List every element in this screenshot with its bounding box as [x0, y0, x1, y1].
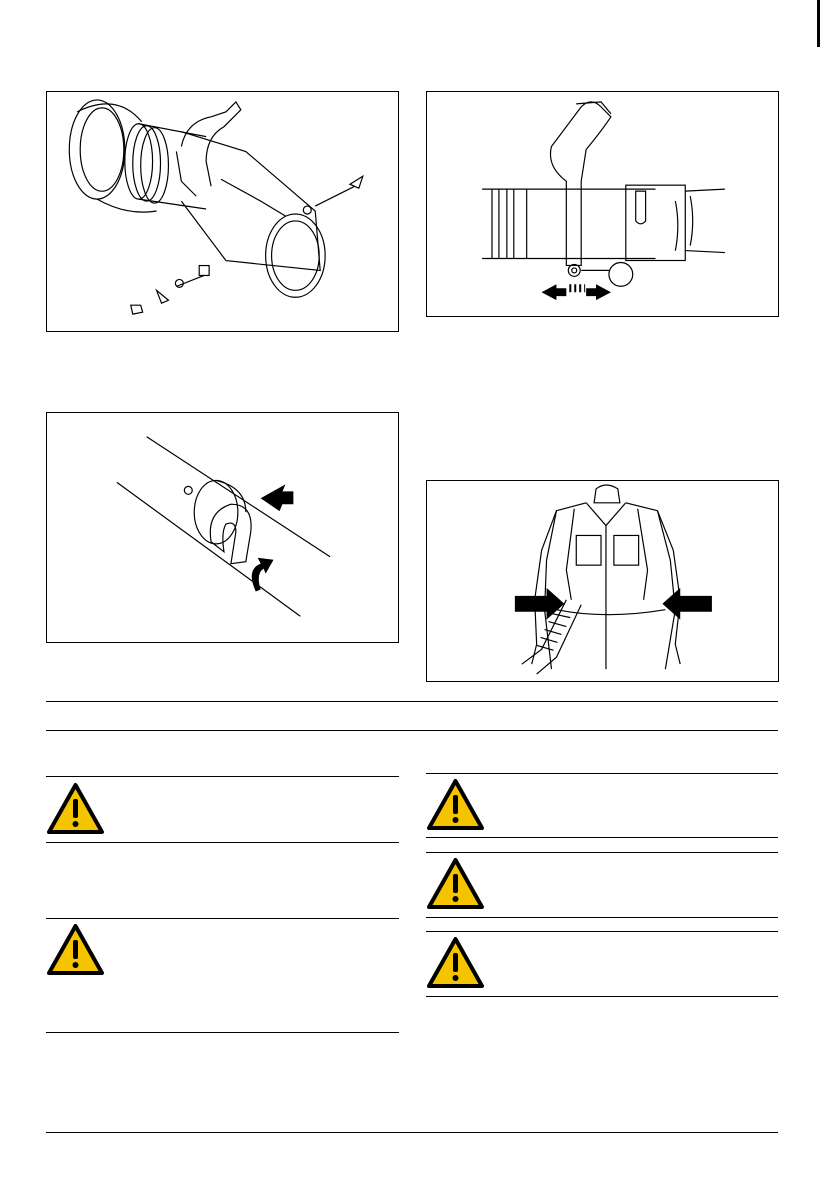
warning-block-3 — [426, 778, 778, 833]
section-top-rule — [46, 701, 778, 702]
warning-block-2 — [46, 923, 399, 1028]
warning-block-5 — [426, 936, 778, 991]
section-bottom-rule — [46, 730, 778, 731]
warning-block-1 — [46, 782, 399, 837]
figure-pipe-lock-rotation — [46, 412, 399, 643]
warning-triangle-icon — [46, 923, 105, 976]
warning-3-top-rule — [426, 773, 778, 774]
handle-clamp-illustration — [47, 92, 398, 331]
footer-rule — [46, 1132, 778, 1133]
warning-4-top-rule — [426, 852, 778, 853]
warning-2-bottom-rule — [46, 1032, 399, 1033]
callout-circle — [609, 262, 633, 286]
section-heading — [46, 705, 778, 727]
warning-3-bottom-rule — [426, 837, 778, 838]
warning-1-top-rule — [46, 776, 399, 777]
figure-handle-position-adjust — [426, 91, 779, 317]
page-edge-marker — [817, 0, 820, 47]
warning-triangle-icon — [426, 936, 485, 989]
warning-5-bottom-rule — [426, 996, 778, 997]
warning-1-bottom-rule — [46, 842, 399, 843]
warning-triangle-icon — [426, 857, 485, 910]
footer-text — [46, 1138, 778, 1154]
pipe-lock-illustration — [47, 413, 398, 642]
warning-triangle-icon — [46, 782, 105, 835]
figure-operator-harness — [426, 480, 779, 682]
warning-5-top-rule — [426, 931, 778, 932]
warning-triangle-icon — [426, 778, 485, 831]
warning-4-bottom-rule — [426, 917, 778, 918]
figure-handle-clamp-assembly — [46, 91, 399, 332]
warning-block-4 — [426, 857, 778, 912]
warning-2-top-rule — [46, 918, 399, 919]
operator-harness-illustration — [427, 481, 778, 681]
handle-adjust-illustration — [427, 92, 778, 316]
